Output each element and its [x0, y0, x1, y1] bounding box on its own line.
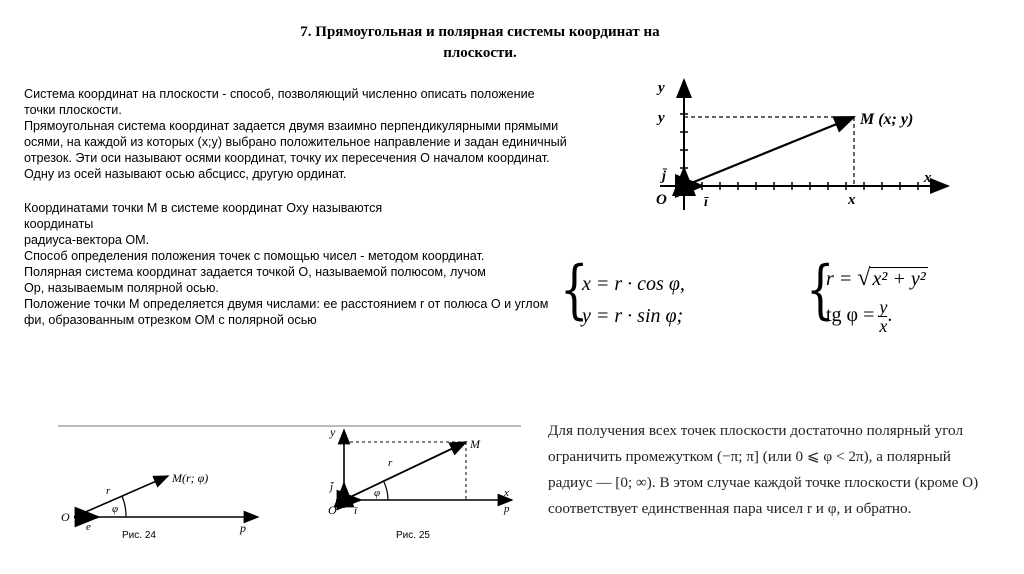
origin-label: O: [61, 510, 70, 524]
fig25-j-label: j̄: [330, 481, 334, 493]
sqrt-radicand: x² + y²: [872, 268, 926, 290]
formula-r: r = √ x² + y²: [826, 265, 926, 291]
body-text: [24, 86, 569, 328]
figure-25-caption: Рис. 25: [396, 530, 430, 541]
fig25-origin-label: O: [328, 503, 337, 517]
origin-label: O: [656, 192, 667, 208]
sqrt-symbol: √: [857, 265, 871, 291]
paragraph-polar-b: Op, называемым полярной осью.: [24, 281, 219, 295]
note-line-2: ограничить промежутком (−π; π] (или 0 ⩽ φ < 2π), а полярный: [548, 448, 951, 465]
y-axis-label: y: [658, 80, 665, 96]
x-axis-label: x: [924, 170, 932, 186]
paragraph-polar-a: Полярная система координат задается точкой O, называемой полюсом, лучом: [24, 265, 486, 279]
fig25-r-label: r: [388, 457, 393, 469]
y-tick-label: y: [658, 110, 665, 126]
note-line-4: соответствует единственная пара чисел r и φ, и обратно.: [548, 500, 912, 517]
note-line-1: Для получения всех точек плоскости достаточно полярный угол: [548, 422, 964, 439]
fraction-y-over-x: $\frac{y}{x}$: [879, 297, 888, 336]
x-tick-label: x: [848, 192, 856, 208]
paragraph-rectangular: Прямоугольная система координат задается двумя взаимно перпендикулярными прямыми осями, на каждой из которых (x;y) выбрано положительное направление и задан единичный отрезок. Эти оси называют осями координат, точку их пересечения O началом координат. Одну из осей называют осью абсцисс, другую ординат.: [24, 119, 567, 181]
fig25-p-label: p: [504, 503, 510, 515]
paragraph-coordinates-c: радиуса-вектора OM.: [24, 233, 150, 247]
left-system-brace: {: [560, 253, 589, 327]
fig25-angle-arc: [384, 482, 388, 500]
formula-tg: tg φ = $\frac{y}{x}$ .: [826, 297, 893, 336]
polar-radius: [74, 476, 168, 517]
fig25-y-label: y: [330, 425, 336, 439]
figure-24-caption: Рис. 24: [122, 530, 156, 541]
figure-25-polar-rect: [316, 420, 526, 545]
title-line-1: 7. Прямоугольная и полярная системы координат на: [300, 24, 660, 40]
figure-24-polar: [58, 420, 326, 545]
domain-note: [548, 418, 1008, 522]
paragraph-point-position: Положение точки M определяется двумя числами: ее расстоянием r от полюса O и углом фи, образованным отрезком OM с полярной осью: [24, 297, 549, 327]
e-label: e: [86, 521, 91, 533]
right-system-brace: {: [806, 253, 835, 327]
paragraph-definition: Система координат на плоскости - способ, позволяющий численно описать положение точки плоскости.: [24, 87, 535, 117]
phi-label: φ: [112, 503, 119, 515]
unit-i-label: ī: [704, 195, 708, 210]
fig25-phi-label: φ: [374, 487, 381, 499]
radius-vector: [684, 117, 854, 186]
page-title: [200, 22, 760, 64]
note-line-3: радиус — [0; ∞). В этом случае каждой точке плоскости (кроме O): [548, 474, 979, 491]
formula-x: x = r · cos φ,: [582, 273, 685, 295]
unit-j-label: j̄: [662, 169, 666, 184]
point-m-label: M (x; y): [860, 111, 914, 128]
formula-y: y = r · sin φ;: [582, 305, 684, 327]
paragraph-coordinates-b: координаты: [24, 217, 94, 231]
rectangular-coordinates-diagram: [620, 72, 960, 217]
fig25-point-label: M: [470, 437, 480, 451]
fig25-i-label: ī: [354, 505, 358, 517]
paragraph-method: Способ определения положения точек с помощью чисел - методом координат.: [24, 249, 485, 263]
polar-to-rect-formulas: [582, 268, 685, 332]
p-label: p: [240, 521, 246, 535]
point-m-label: M(r; φ): [172, 471, 209, 485]
fig25-x-label: x: [504, 487, 509, 499]
angle-arc: [122, 496, 126, 517]
rect-to-polar-formulas: [826, 262, 928, 335]
title-line-2: плоскости.: [443, 45, 517, 61]
paragraph-coordinates-a: Координатами точки M в системе координат Oxy называются: [24, 201, 383, 215]
fig25-radius: [344, 442, 466, 500]
r-label: r: [106, 485, 111, 497]
